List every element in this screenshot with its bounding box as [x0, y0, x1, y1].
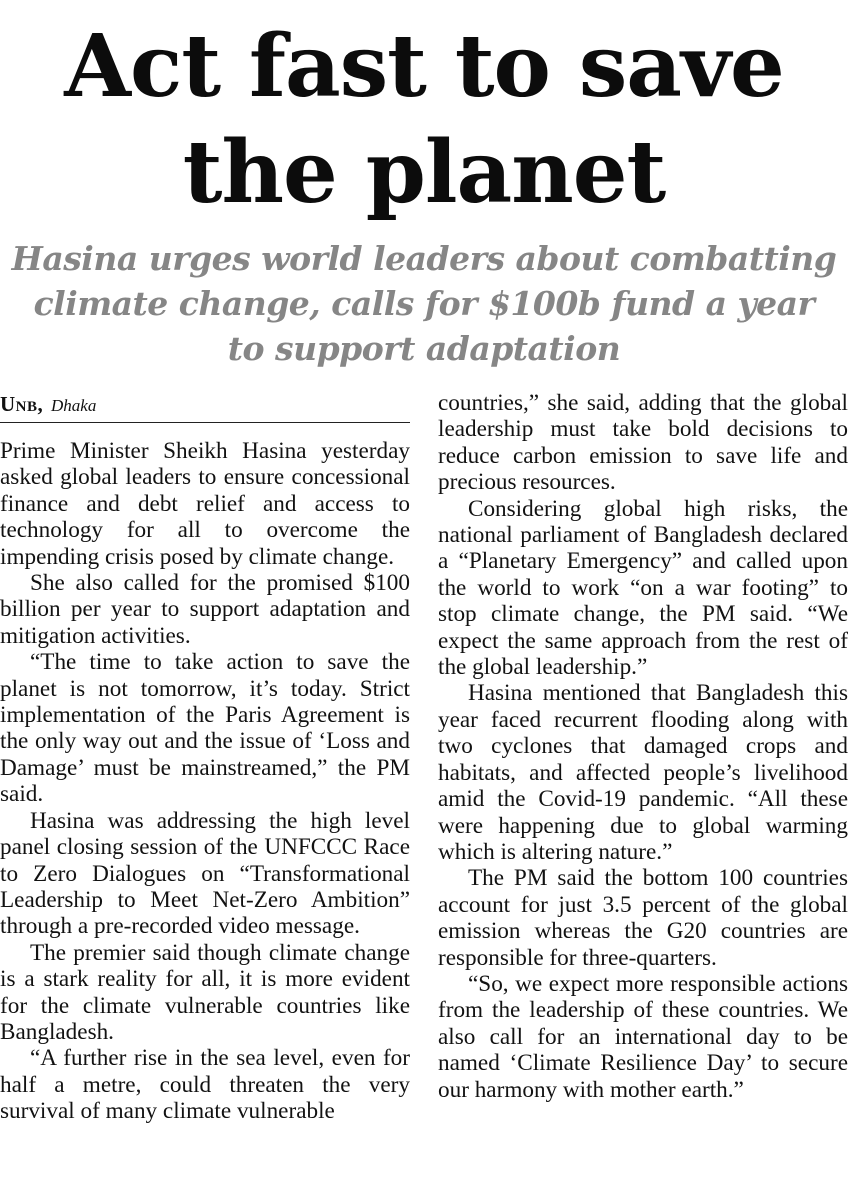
headline-line-2: the planet	[182, 122, 666, 223]
byline-place: Dhaka	[51, 396, 97, 415]
article-paragraph: Hasina mentioned that Bangladesh this year faced recurrent flooding along with two cyclones that damaged crops and habitats, and affected people’s livelihood amid the Covid-19 pandemic. “All these were happening due to global warming which is altering nature.”	[438, 680, 848, 865]
article-paragraph: The PM said the bottom 100 countries account for just 3.5 percent of the global emission whereas the G20 countries are responsible for three-quarters.	[438, 865, 848, 971]
article-paragraph: “A further rise in the sea level, even for half a metre, could threaten the very survival of many climate vulnerable	[0, 1045, 410, 1125]
subheadline: Hasina urges world leaders about combatting climate change, calls for $100b fund a year to support adaptation	[11, 239, 837, 368]
article-paragraph: Hasina was addressing the high level panel closing session of the UNFCCC Race to Zero Dialogues on “Transformational Leadership to Meet Net-Zero Ambition” through a pre-recorded video message.	[0, 807, 410, 940]
article-paragraph: She also called for the promised $100 billion per year to support adaptation and mitigation activities.	[0, 570, 410, 649]
byline	[0, 390, 410, 423]
article-paragraph: “So, we expect more responsible actions from the leadership of these countries. We also call for an international day to be named ‘Climate Resilience Day’ to secure our harmony with mother earth.”	[438, 970, 848, 1103]
article-paragraph: The premier said though climate change is a stark reality for all, it is more evident for the climate vulnerable countries like Bangladesh.	[0, 939, 410, 1045]
article-column-left	[0, 438, 410, 1125]
article-paragraph: “The time to take action to save the planet is not tomorrow, it’s today. Strict implementation of the Paris Agreement is the only way out and the issue of ‘Loss and Damage’ must be mainstreamed,” the PM said.	[0, 649, 410, 808]
article-paragraph: countries,” she said, adding that the global leadership must take bold decisions to reduce carbon emission to save life and precious resources.	[438, 390, 848, 496]
byline-agency: Unb,	[0, 392, 44, 416]
headline	[0, 14, 848, 226]
headline-line-1: Act fast to save	[64, 16, 784, 117]
article-paragraph: Prime Minister Sheikh Hasina yesterday asked global leaders to ensure concessional finance and debt relief and access to technology for all to overcome the impending crisis posed by climate change.	[0, 438, 410, 570]
article-paragraph: Considering global high risks, the national parliament of Bangladesh declared a “Planetary Emergency” and called upon the world to work “on a war footing” to stop climate change, the PM said. “We expect the same approach from the rest of the global leadership.”	[438, 495, 848, 681]
article-column-right	[438, 390, 848, 1103]
